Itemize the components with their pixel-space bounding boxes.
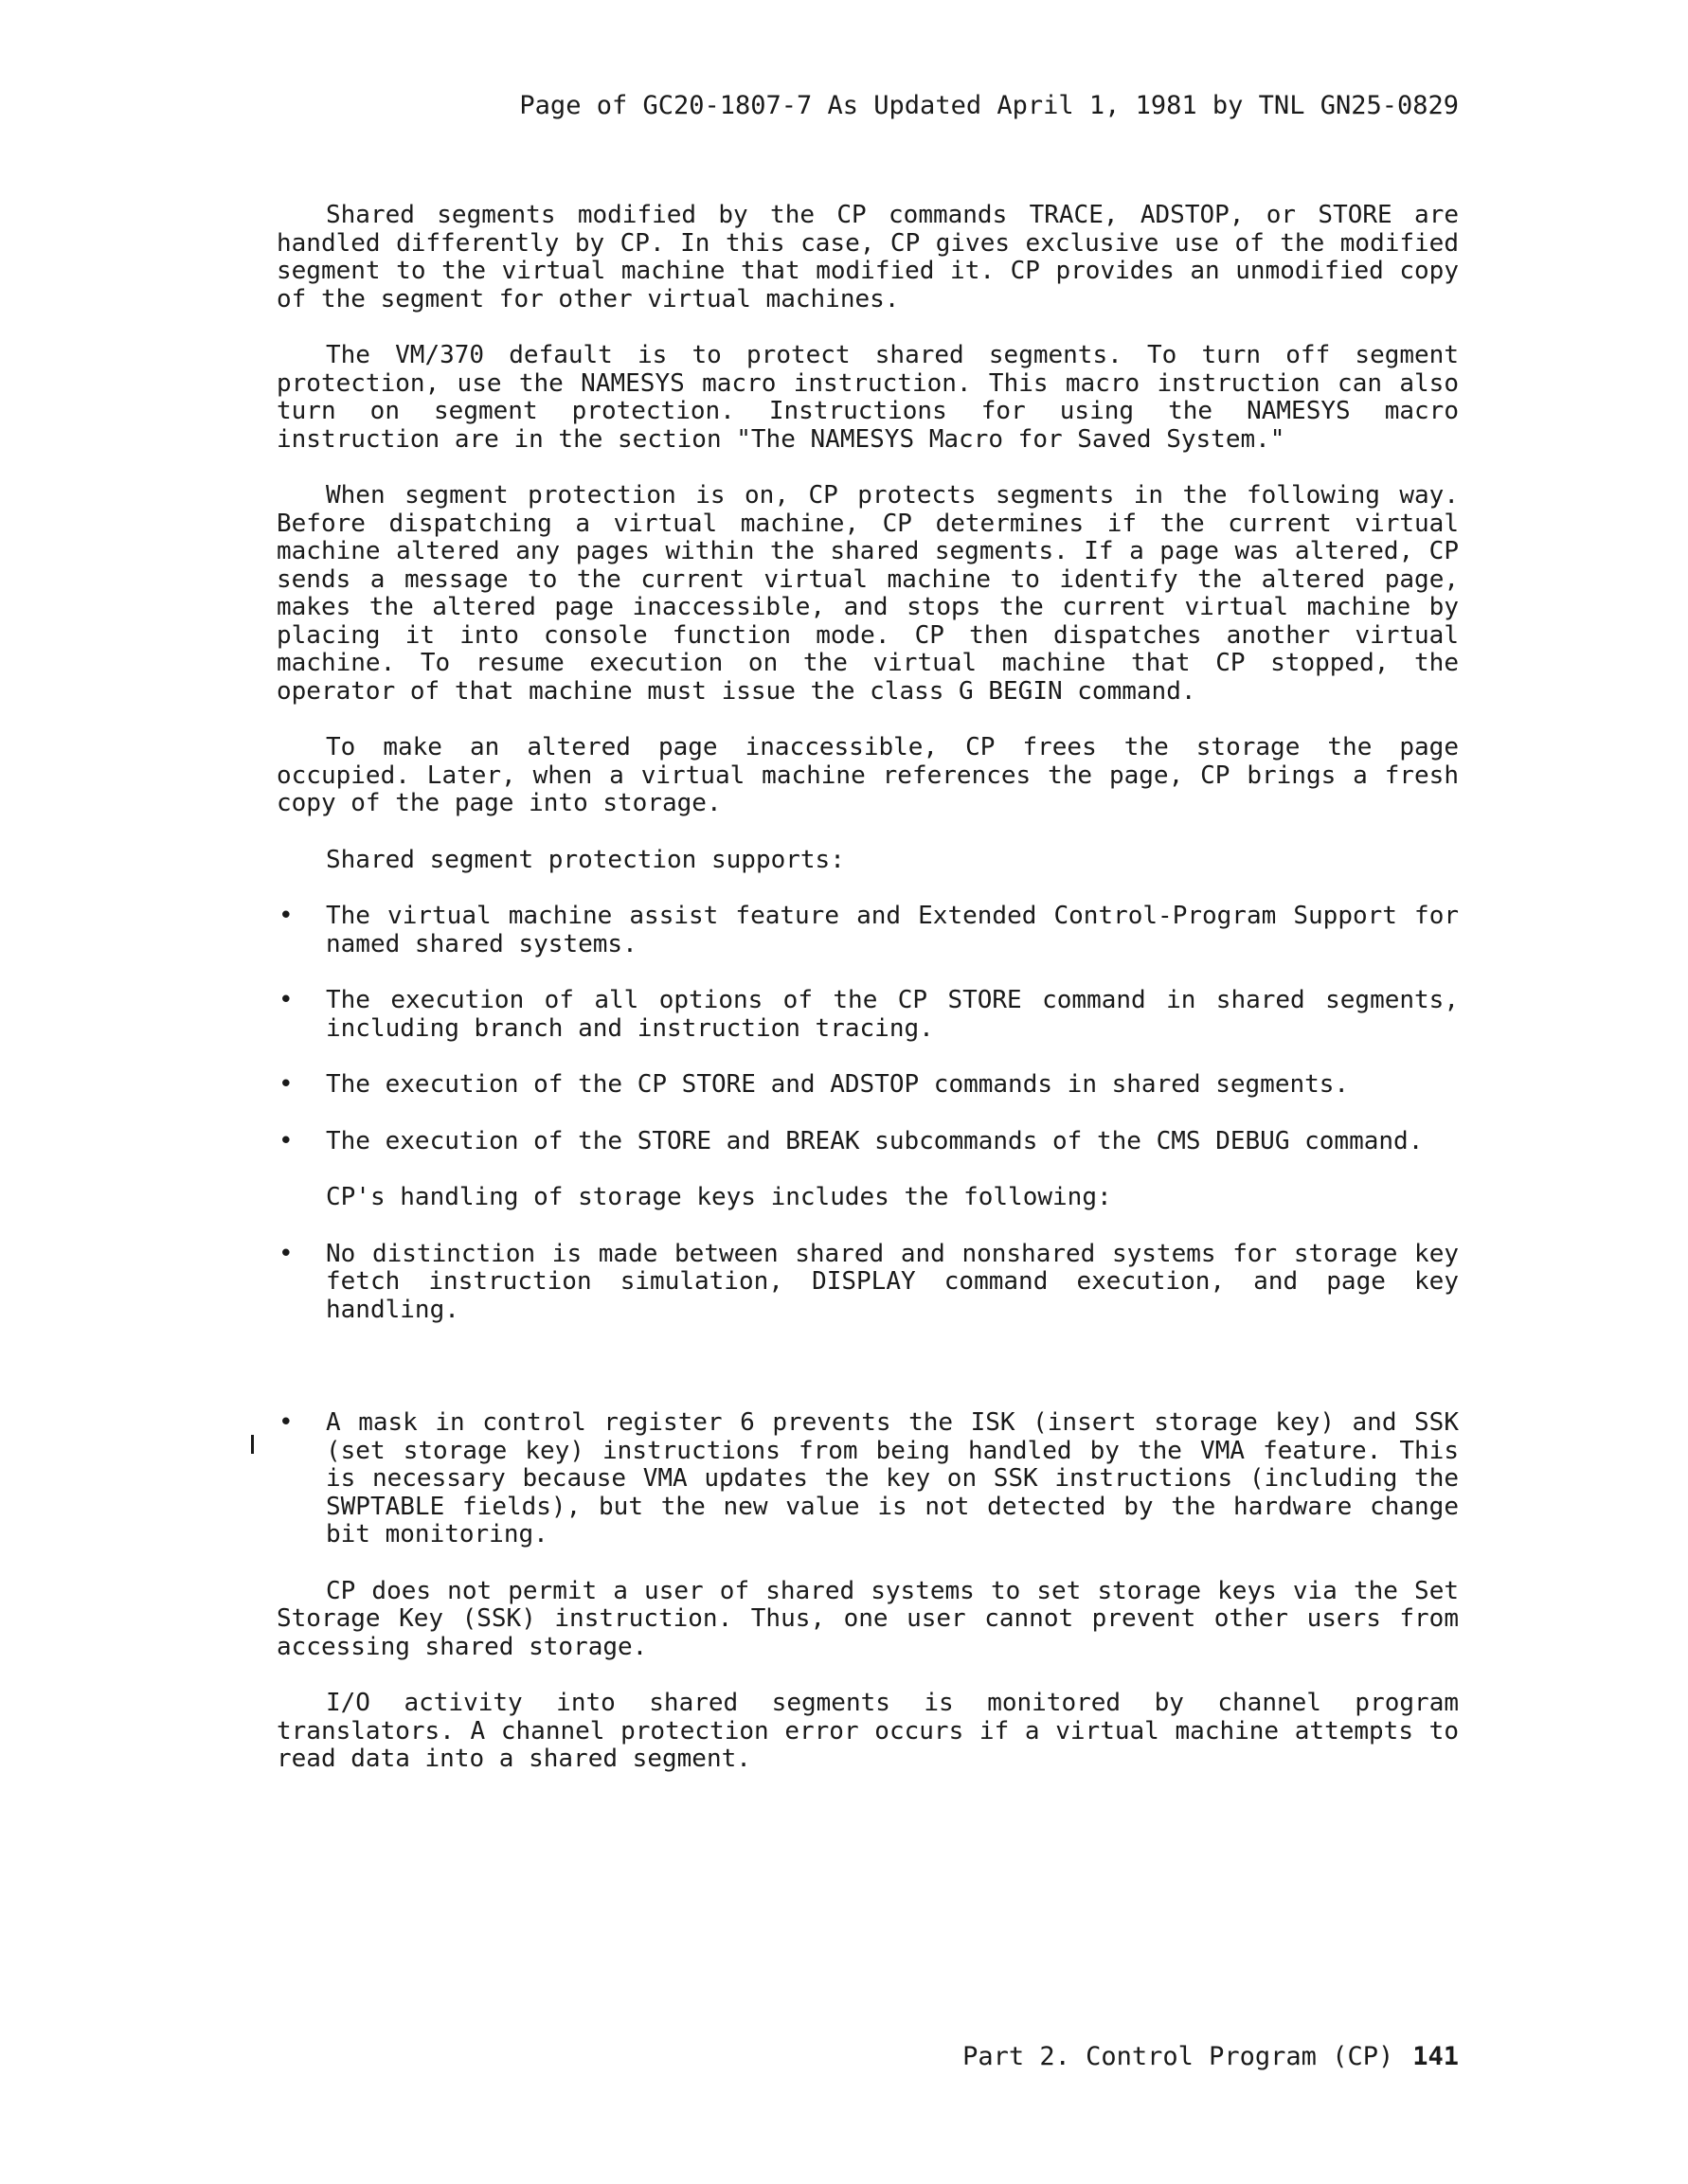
bullet-icon: •	[278, 1239, 294, 1268]
revision-change-bar	[251, 1435, 254, 1454]
paragraph-default-protection: The VM/370 default is to protect shared segments. To turn off segment protection, use the NAMESYS macro instruction. This macro instruction can also turn on segment protection. Instructions for using the NAMESYS macro instruction are in the section "The NAMESYS Macro for Saved System."	[277, 341, 1459, 454]
page-number: 141	[1412, 2042, 1459, 2071]
paragraph-protection-supports: Shared segment protection supports:	[326, 845, 845, 874]
list-item-text: The execution of all options of the CP STORE command in shared segments, including branch and instruction tracing.	[326, 986, 1459, 1043]
list-item	[277, 903, 1459, 958]
paragraph-storage-keys-intro: CP's handling of storage keys includes the following:	[326, 1183, 1112, 1211]
bullet-icon: •	[278, 902, 294, 930]
bullet-icon: •	[278, 1408, 294, 1437]
list-item	[277, 1241, 1459, 1325]
paragraph-protection-on: When segment protection is on, CP protects segments in the following way. Before dispatching a virtual machine, CP determines if the current virtual machine altered any pages within the shared segments. If a page was altered, CP sends a message to the current virtual machine to identify the altered page, makes the altered page inaccessible, and stops the current virtual machine by placing it into console function mode. CP then dispatches another virtual machine. To resume execution on the virtual machine that CP stopped, the operator of that machine must issue the class G BEGIN command.	[277, 481, 1459, 706]
bullet-icon: •	[278, 1070, 294, 1099]
page-header: Page of GC20-1807-7 As Updated April 1, 1981 by TNL GN25-0829	[519, 91, 1459, 120]
list-item-text: The execution of the CP STORE and ADSTOP commands in shared segments.	[326, 1070, 1350, 1099]
list-item-text: The virtual machine assist feature and Extended Control-Program Support for named shared systems.	[326, 902, 1459, 958]
storage-keys-list	[277, 1241, 1459, 1549]
list-item	[277, 987, 1459, 1043]
list-item	[277, 1409, 1459, 1549]
paragraph-altered-page: To make an altered page inaccessible, CP frees the storage the page occupied. Later, when a virtual machine references the page, CP brings a fresh copy of the page into storage.	[277, 733, 1459, 817]
bullet-icon: •	[278, 986, 294, 1014]
footer-label: Part 2. Control Program (CP)	[962, 2042, 1394, 2071]
bullet-icon: •	[278, 1126, 294, 1155]
list-item-text: No distinction is made between shared and nonshared systems for storage key fetch instruction simulation, DISPLAY command execution, and page key handling.	[326, 1239, 1459, 1324]
paragraph-shared-segments-modified: Shared segments modified by the CP commands TRACE, ADSTOP, or STORE are handled differently by CP. In this case, CP gives exclusive use of the modified segment to the virtual machine that modified it. CP provides an unmodified copy of the segment for other virtual machines.	[277, 201, 1459, 313]
list-item	[277, 1128, 1459, 1156]
list-item	[277, 1071, 1459, 1100]
page-footer	[909, 2043, 1459, 2071]
list-item-text: A mask in control register 6 prevents the ISK (insert storage key) and SSK (set storage key) instructions from being handled by the VMA feature. This is necessary because VMA updates the key on SSK instructions (including the SWPTABLE fields), but the new value is not detected by the hardware change bit monitoring.	[326, 1408, 1459, 1548]
list-item-text: The execution of the STORE and BREAK subcommands of the CMS DEBUG command.	[326, 1126, 1424, 1155]
page-body	[277, 202, 1459, 1802]
protection-supports-list	[277, 903, 1459, 1155]
paragraph-ssk-restriction: CP does not permit a user of shared systems to set storage keys via the Set Storage Key (SSK) instruction. Thus, one user cannot prevent other users from accessing shared storage.	[277, 1576, 1459, 1661]
blank-gap	[277, 1352, 1459, 1409]
paragraph-io-activity: I/O activity into shared segments is monitored by channel program translators. A channel protection error occurs if a virtual machine attempts to read data into a shared segment.	[277, 1689, 1459, 1773]
